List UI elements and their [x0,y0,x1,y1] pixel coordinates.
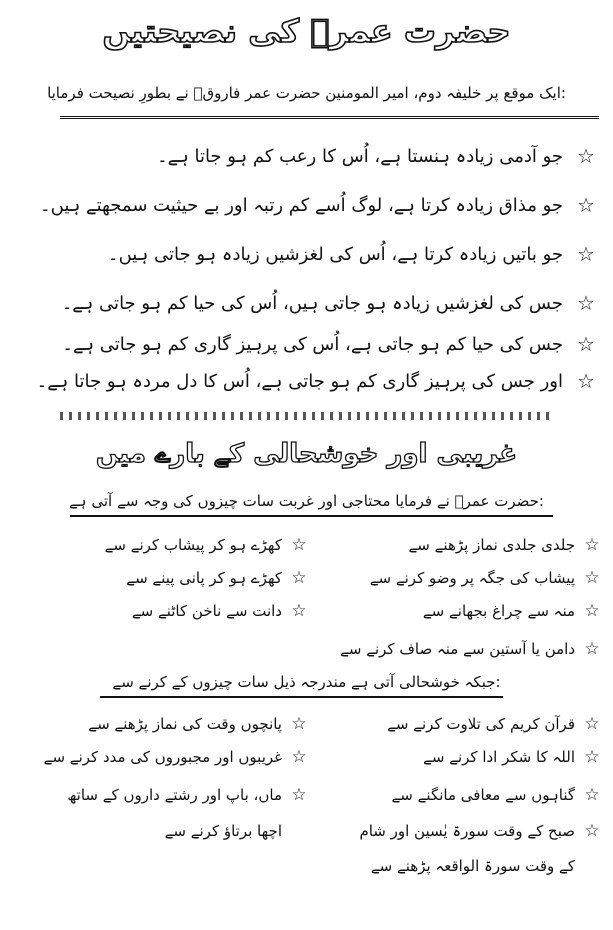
poverty-text: پیشاب کی جگہ پر وضو کرنے سے [369,569,575,587]
prosperity-text: گناہوں سے معافی مانگنے سے [391,786,575,804]
star-icon: ☆ [584,784,600,805]
prosperity-intro: جبکہ خوشحالی آتی ہے مندرجہ ذیل سات چیزوں کے کرنے سے: [112,673,501,691]
prosperity-row [10,742,603,772]
advice-text: جو آدمی زیادہ ہنستا ہے، اُس کا رعب کم ہو جاتا ہے۔ [157,145,563,167]
star-icon: ☆ [291,746,307,767]
poverty-cell [303,596,603,626]
star-icon: ☆ [584,746,600,767]
prosperity-text: اچھا برتاؤ کرنے سے [164,822,282,840]
advice-text: جس کی حیا کم ہو جاتی ہے، اُس کی پرہیز گاری کم ہو جاتی ہے۔ [62,333,563,355]
poverty-row [10,634,603,664]
page-title: حضرت عمرؓ کی نصیحتیں [102,12,511,50]
prosperity-text: ماں، باپ اور رشتے داروں کے ساتھ [67,786,282,804]
prosperity-row [10,709,603,739]
prosperity-cell [303,816,603,846]
poverty-text: جلدی جلدی نماز پڑھنے سے [408,536,575,554]
prosperity-cell [10,709,310,739]
prosperity-cell [10,780,310,810]
poverty-cell [303,563,603,593]
prosperity-text: پانچوں وقت کی نماز پڑھنے سے [88,715,282,733]
star-icon: ☆ [577,144,595,168]
poverty-cell [10,563,310,593]
prosperity-text: قرآن کریم کی تلاوت کرنے سے [387,715,575,733]
star-icon: ☆ [577,242,595,266]
prosperity-intro-underline [100,696,503,698]
prosperity-row [10,851,603,881]
star-icon: ☆ [577,332,595,356]
poverty-row [10,596,603,626]
prosperity-text: صبح کے وقت سورۃ یٰسین اور شام [359,822,575,840]
prosperity-cell [303,709,603,739]
prosperity-row [10,780,603,810]
poverty-intro-underline [70,515,553,517]
poverty-row [10,563,603,593]
star-icon: ☆ [291,534,307,555]
star-icon: ☆ [577,369,595,393]
advice-item [20,326,599,362]
poverty-cell [10,530,310,560]
prosperity-cell [10,742,310,772]
advice-text: جو باتیں زیادہ کرتا ہے، اُس کی لغزشیں زیادہ ہو جاتی ہیں۔ [108,243,563,265]
star-icon: ☆ [291,567,307,588]
poverty-text: دانت سے ناخن کاٹنے سے [131,602,282,620]
advice-text: جو مذاق زیادہ کرتا ہے، لوگ اُسے کم رتبہ اور بے حیثیت سمجھتے ہیں۔ [40,194,563,216]
poverty-cell [183,634,603,664]
star-icon: ☆ [584,638,600,659]
intro-underline [60,116,599,119]
advice-item [20,187,599,223]
poverty-cell [303,530,603,560]
poverty-intro: حضرت عمرؓ نے فرمایا محتاجی اور غربت سات چیزوں کی وجہ سے آتی ہے: [69,492,544,510]
star-icon: ☆ [584,567,600,588]
prosperity-cell [303,851,603,881]
poverty-text: کھڑے ہو کر پانی پینے سے [126,569,282,587]
poverty-text: کھڑے ہو کر پیشاب کرنے سے [104,536,282,554]
star-icon: ☆ [584,600,600,621]
decorative-divider [60,412,553,420]
star-icon: ☆ [577,291,595,315]
prosperity-text: کے وقت سورۃ الواقعہ پڑھنے سے [370,857,575,875]
star-icon: ☆ [584,820,600,841]
star-icon: ☆ [577,193,595,217]
prosperity-text: غریبوں اور مجبوروں کی مدد کرنے سے [43,748,282,766]
advice-item [20,285,599,321]
prosperity-cell [303,780,603,810]
prosperity-row [10,816,603,846]
star-icon: ☆ [584,713,600,734]
advice-item [20,138,599,174]
poverty-text: دامن یا آستین سے منہ صاف کرنے سے [340,640,575,658]
advice-text: جس کی لغزشیں زیادہ ہو جاتی ہیں، اُس کی حیا کم ہو جاتی ہے۔ [61,292,563,314]
prosperity-cell [303,742,603,772]
poverty-text: منہ سے چراغ بجھانے سے [422,602,575,620]
prosperity-text: اللہ کا شکر ادا کرنے سے [423,748,575,766]
star-icon: ☆ [584,534,600,555]
poverty-row [10,530,603,560]
advice-item [20,363,599,399]
intro-text: ایک موقع پر خلیفہ دوم، امیر المومنین حضرت عمر فاروقؓ نے بطورِ نصیحت فرمایا: [47,84,566,102]
section-title: غریبی اور خوشحالی کے بارے میں [95,439,518,469]
poverty-cell [10,596,310,626]
star-icon: ☆ [291,713,307,734]
advice-text: اور جس کی پرہیز گاری کم ہو جاتی ہے، اُس کا دل مردہ ہو جاتا ہے۔ [36,370,563,392]
star-icon: ☆ [291,784,307,805]
prosperity-cell [10,816,310,846]
advice-item [20,236,599,272]
star-icon: ☆ [291,600,307,621]
